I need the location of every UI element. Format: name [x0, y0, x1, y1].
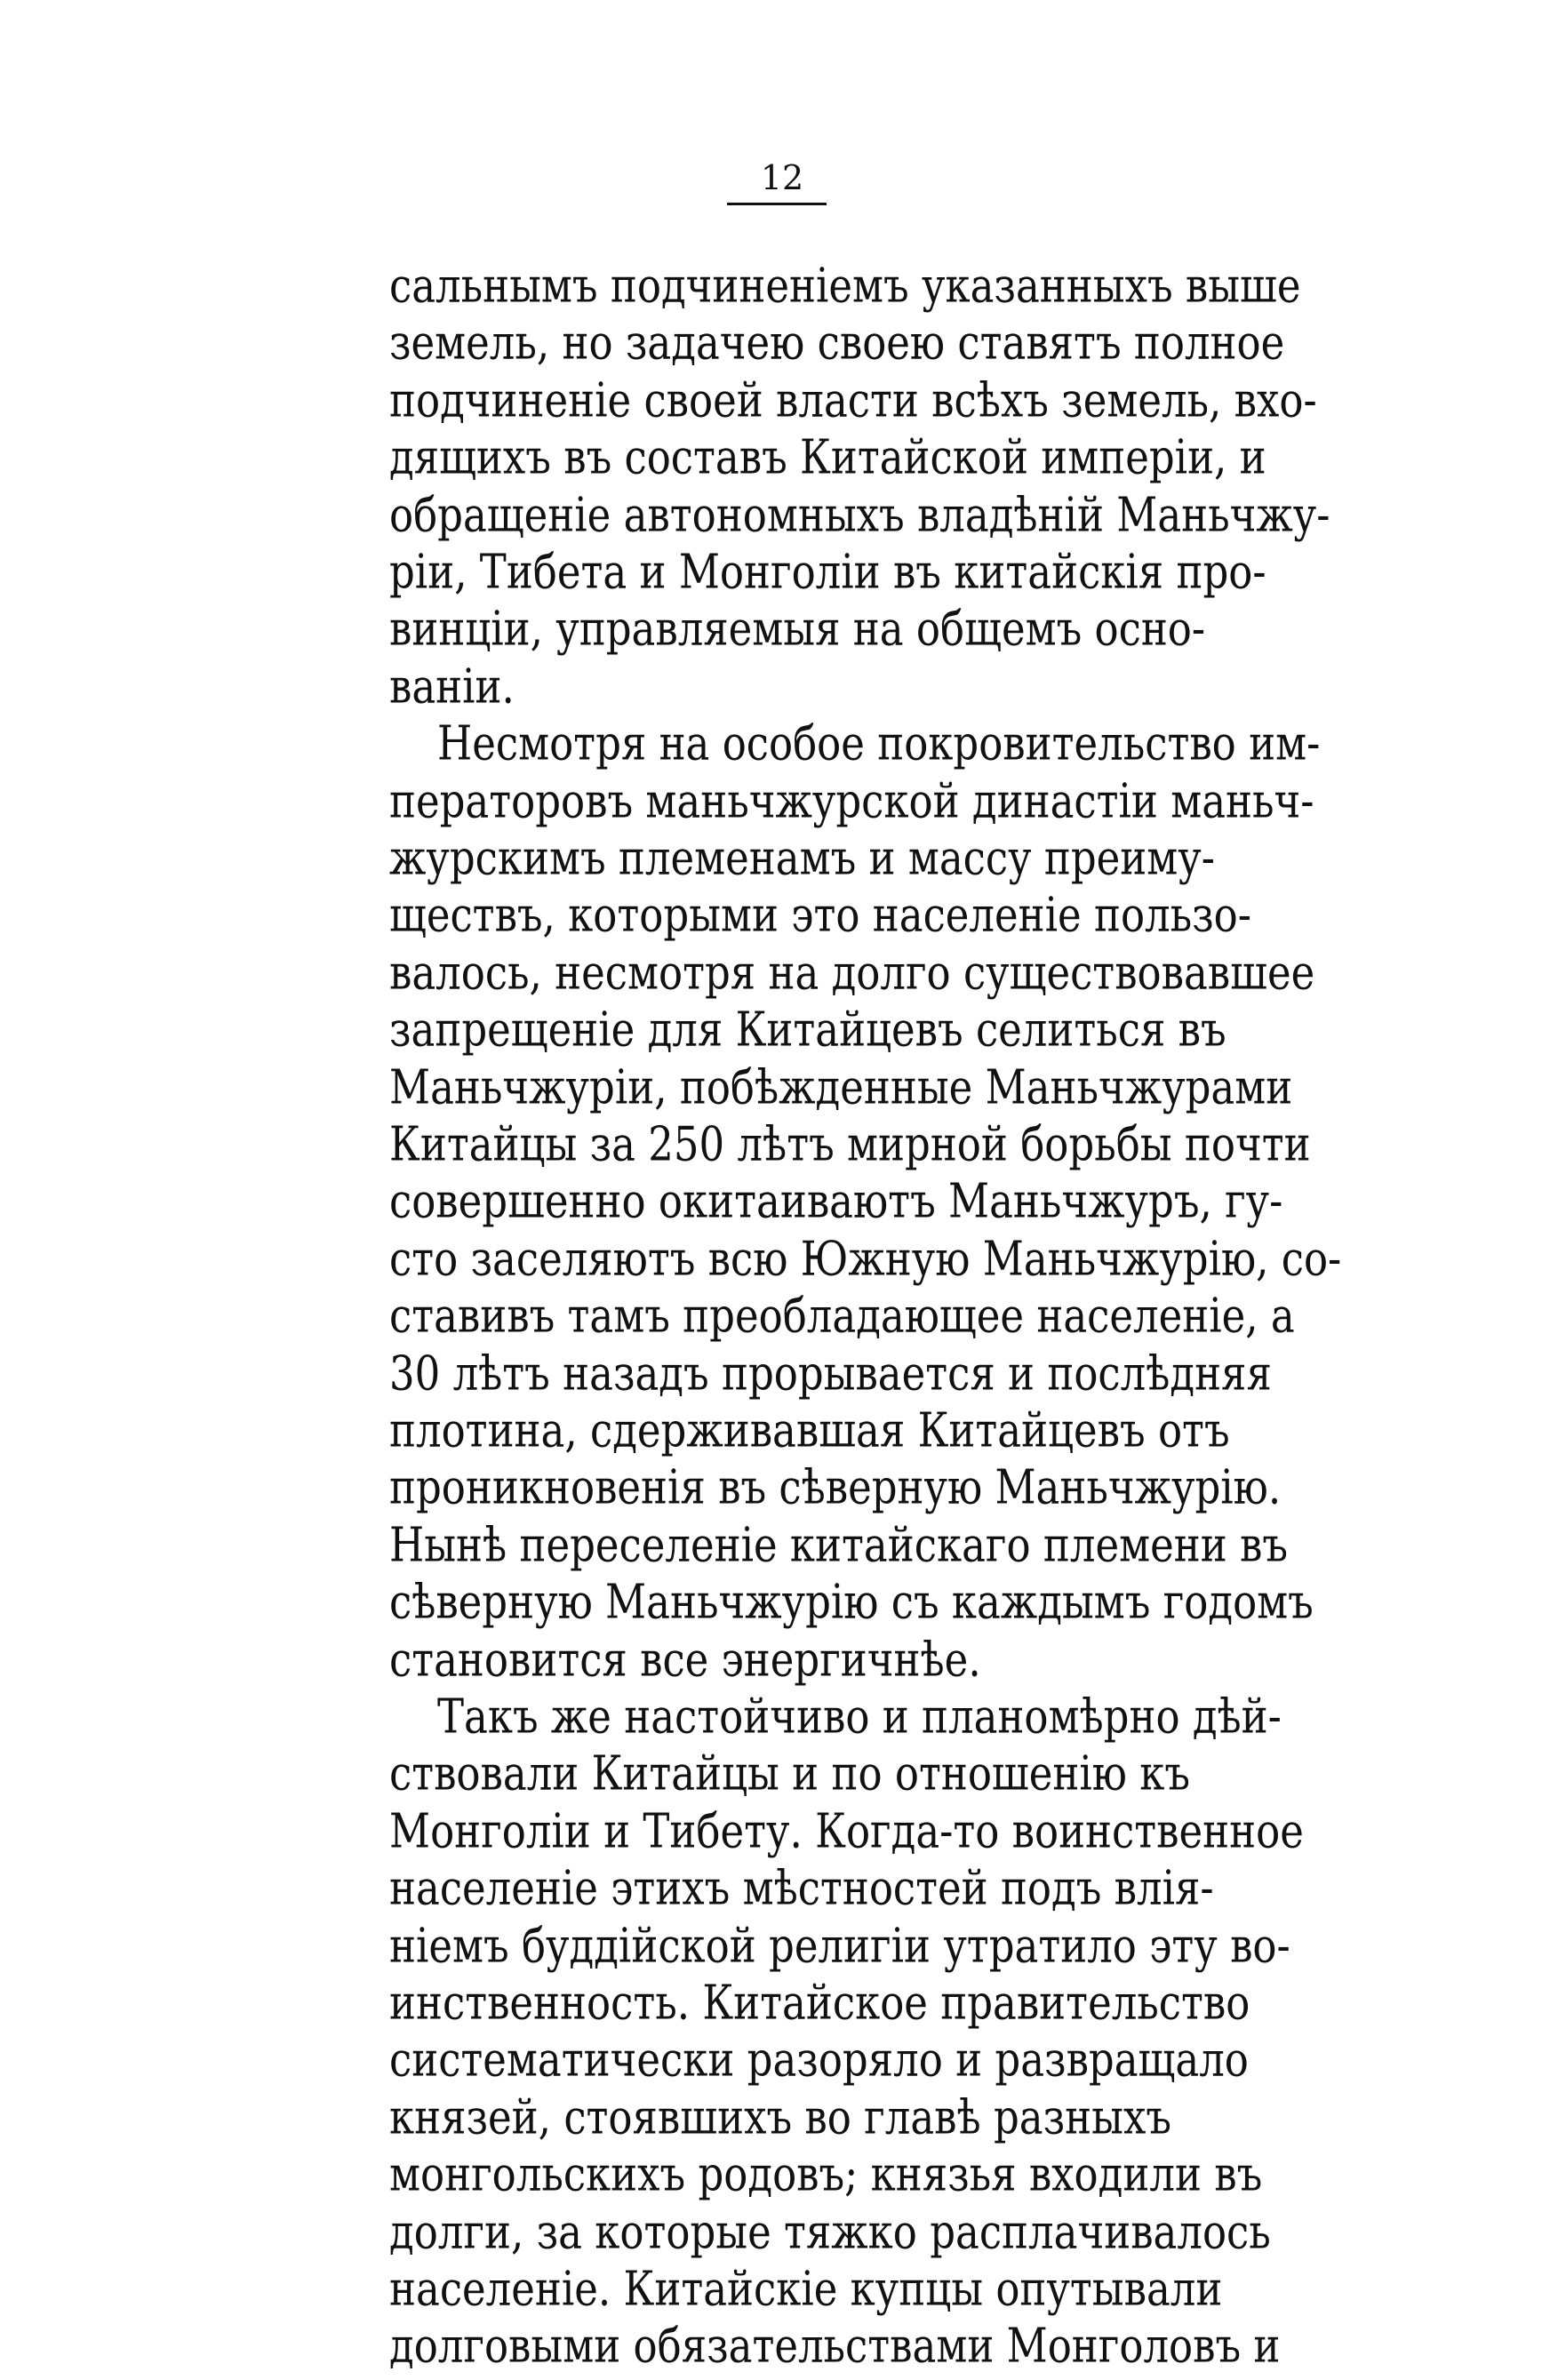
text-line: долговыми обязательствами Монголовъ и: [389, 2318, 1281, 2375]
text-line: сѣверную Маньчжурію съ каждымъ годомъ: [389, 1574, 1314, 1630]
text-line: ніемъ буддійской религіи утратило эту во-: [389, 1917, 1290, 1974]
text-line: журскимъ племенамъ и массу преиму-: [389, 830, 1215, 886]
text-line: валось, несмотря на долго существовавшее: [389, 944, 1315, 1001]
text-line: земель, но задачею своею ставятъ полное: [389, 315, 1285, 371]
text-line: запрещеніе для Китайцевъ селиться въ: [389, 1002, 1226, 1058]
text-line: ствовали Китайцы и по отношенію къ: [389, 1745, 1191, 1802]
text-line: инственность. Китайское правительство: [389, 1975, 1250, 2031]
text-line: Несмотря на особое покровительство им-: [437, 715, 1321, 771]
text-line: становится все энергичнѣе.: [389, 1631, 981, 1688]
page-number: 12: [760, 158, 804, 197]
text-line: сальнымъ подчиненіемъ указанныхъ выше: [389, 258, 1301, 314]
text-line: князей, стоявшихъ во главѣ разныхъ: [389, 2088, 1171, 2145]
text-line: Маньчжуріи, побѣжденные Маньчжурами: [389, 1058, 1293, 1115]
text-line: проникновенія въ сѣверную Маньчжурію.: [389, 1459, 1282, 1516]
text-line: систематически разоряло и развращало: [389, 2032, 1249, 2088]
text-line: Китайцы за 250 лѣтъ мирной борьбы почти: [389, 1116, 1311, 1172]
text-line: подчиненіе своей власти всѣхъ земель, вхо-: [389, 371, 1317, 428]
text-line: ществъ, которыми это населеніе пользо-: [389, 887, 1251, 944]
text-line: ператоровъ маньчжурской династіи маньч-: [389, 772, 1314, 829]
text-line: ріи, Тибета и Монголіи въ китайскія про-: [389, 544, 1266, 600]
text-line: населеніе этихъ мѣстностей подъ влія-: [389, 1860, 1214, 1916]
text-line: дящихъ въ составъ Китайской имперіи, и: [389, 429, 1266, 485]
page-number-rule: [727, 203, 827, 205]
text-line: 30 лѣтъ назадъ прорывается и послѣдняя: [389, 1345, 1272, 1402]
text-line: сто заселяютъ всю Южную Маньчжурію, со-: [389, 1230, 1342, 1287]
text-line: ваніи.: [389, 658, 515, 715]
text-line: монгольскихъ родовъ; князья входили въ: [389, 2146, 1263, 2202]
text-line: плотина, сдерживавшая Китайцевъ отъ: [389, 1402, 1230, 1458]
text-line: совершенно окитаиваютъ Маньчжуръ, гу-: [389, 1173, 1283, 1230]
text-line: Монголіи и Тибету. Когда-то воинственное: [389, 1802, 1304, 1859]
text-line: ставивъ тамъ преобладающее населеніе, а: [389, 1288, 1295, 1344]
text-line: Такъ же настойчиво и планомѣрно дѣй-: [437, 1689, 1282, 1745]
text-line: населеніе. Китайскіе купцы опутывали: [389, 2261, 1223, 2317]
text-line: обращеніе автономныхъ владѣній Маньчжу-: [389, 486, 1330, 543]
text-line: Нынѣ переселеніе китайскаго племени въ: [389, 1516, 1288, 1573]
text-line: долги, за которые тяжко расплачивалось: [389, 2203, 1271, 2260]
text-line: винціи, управляемыя на общемъ осно-: [389, 601, 1206, 658]
